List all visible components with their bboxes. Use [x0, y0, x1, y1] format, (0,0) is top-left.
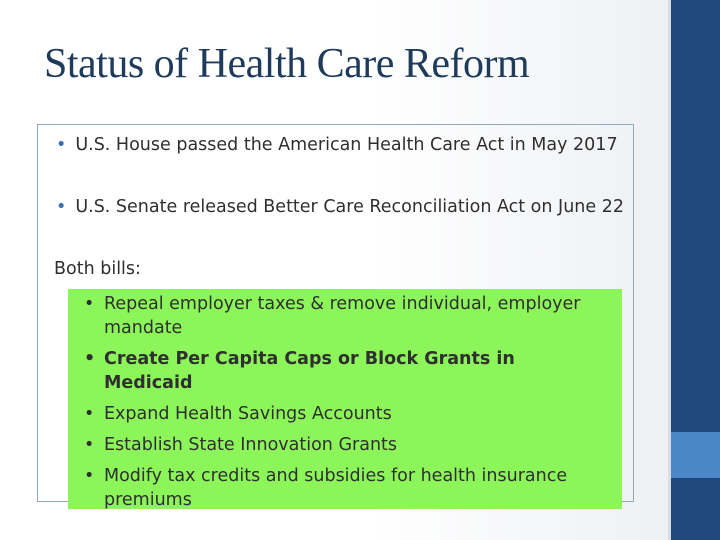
sub-bullet-text: Repeal employer taxes & remove individual, employer mandate [104, 294, 581, 338]
bullet-text: U.S. House passed the American Health Care Act in May 2017 [75, 135, 618, 155]
sub-bullet-text: Establish State Innovation Grants [104, 435, 398, 455]
sub-bullet-text: Create Per Capita Caps or Block Grants in Medicaid [104, 349, 515, 393]
bullet-text: U.S. Senate released Better Care Reconciliation Act on June 22 [75, 197, 624, 217]
bullet-dot: • [84, 404, 95, 424]
side-accent-block [671, 432, 720, 478]
sub-bullet-innovation [84, 433, 604, 457]
sub-bullet-repeal [84, 292, 604, 340]
slide-title: Status of Health Care Reform [44, 41, 530, 87]
bullet-dot: • [56, 135, 67, 155]
sub-bullet-list [84, 292, 604, 519]
sub-bullet-tax-credits [84, 464, 604, 512]
sub-bullet-text: Modify tax credits and subsidies for health insurance premiums [104, 466, 568, 510]
bullet-dot: • [84, 349, 96, 369]
bullet-senate [56, 197, 624, 217]
bullet-house [56, 135, 618, 155]
sub-bullet-text: Expand Health Savings Accounts [104, 404, 392, 424]
bullet-dot: • [56, 197, 67, 217]
both-bills-label: Both bills: [54, 259, 141, 279]
bullet-dot: • [84, 294, 95, 314]
bullet-dot: • [84, 466, 95, 486]
sub-bullet-medicaid [84, 347, 604, 395]
bullet-dot: • [84, 435, 95, 455]
sub-bullet-hsa [84, 402, 604, 426]
